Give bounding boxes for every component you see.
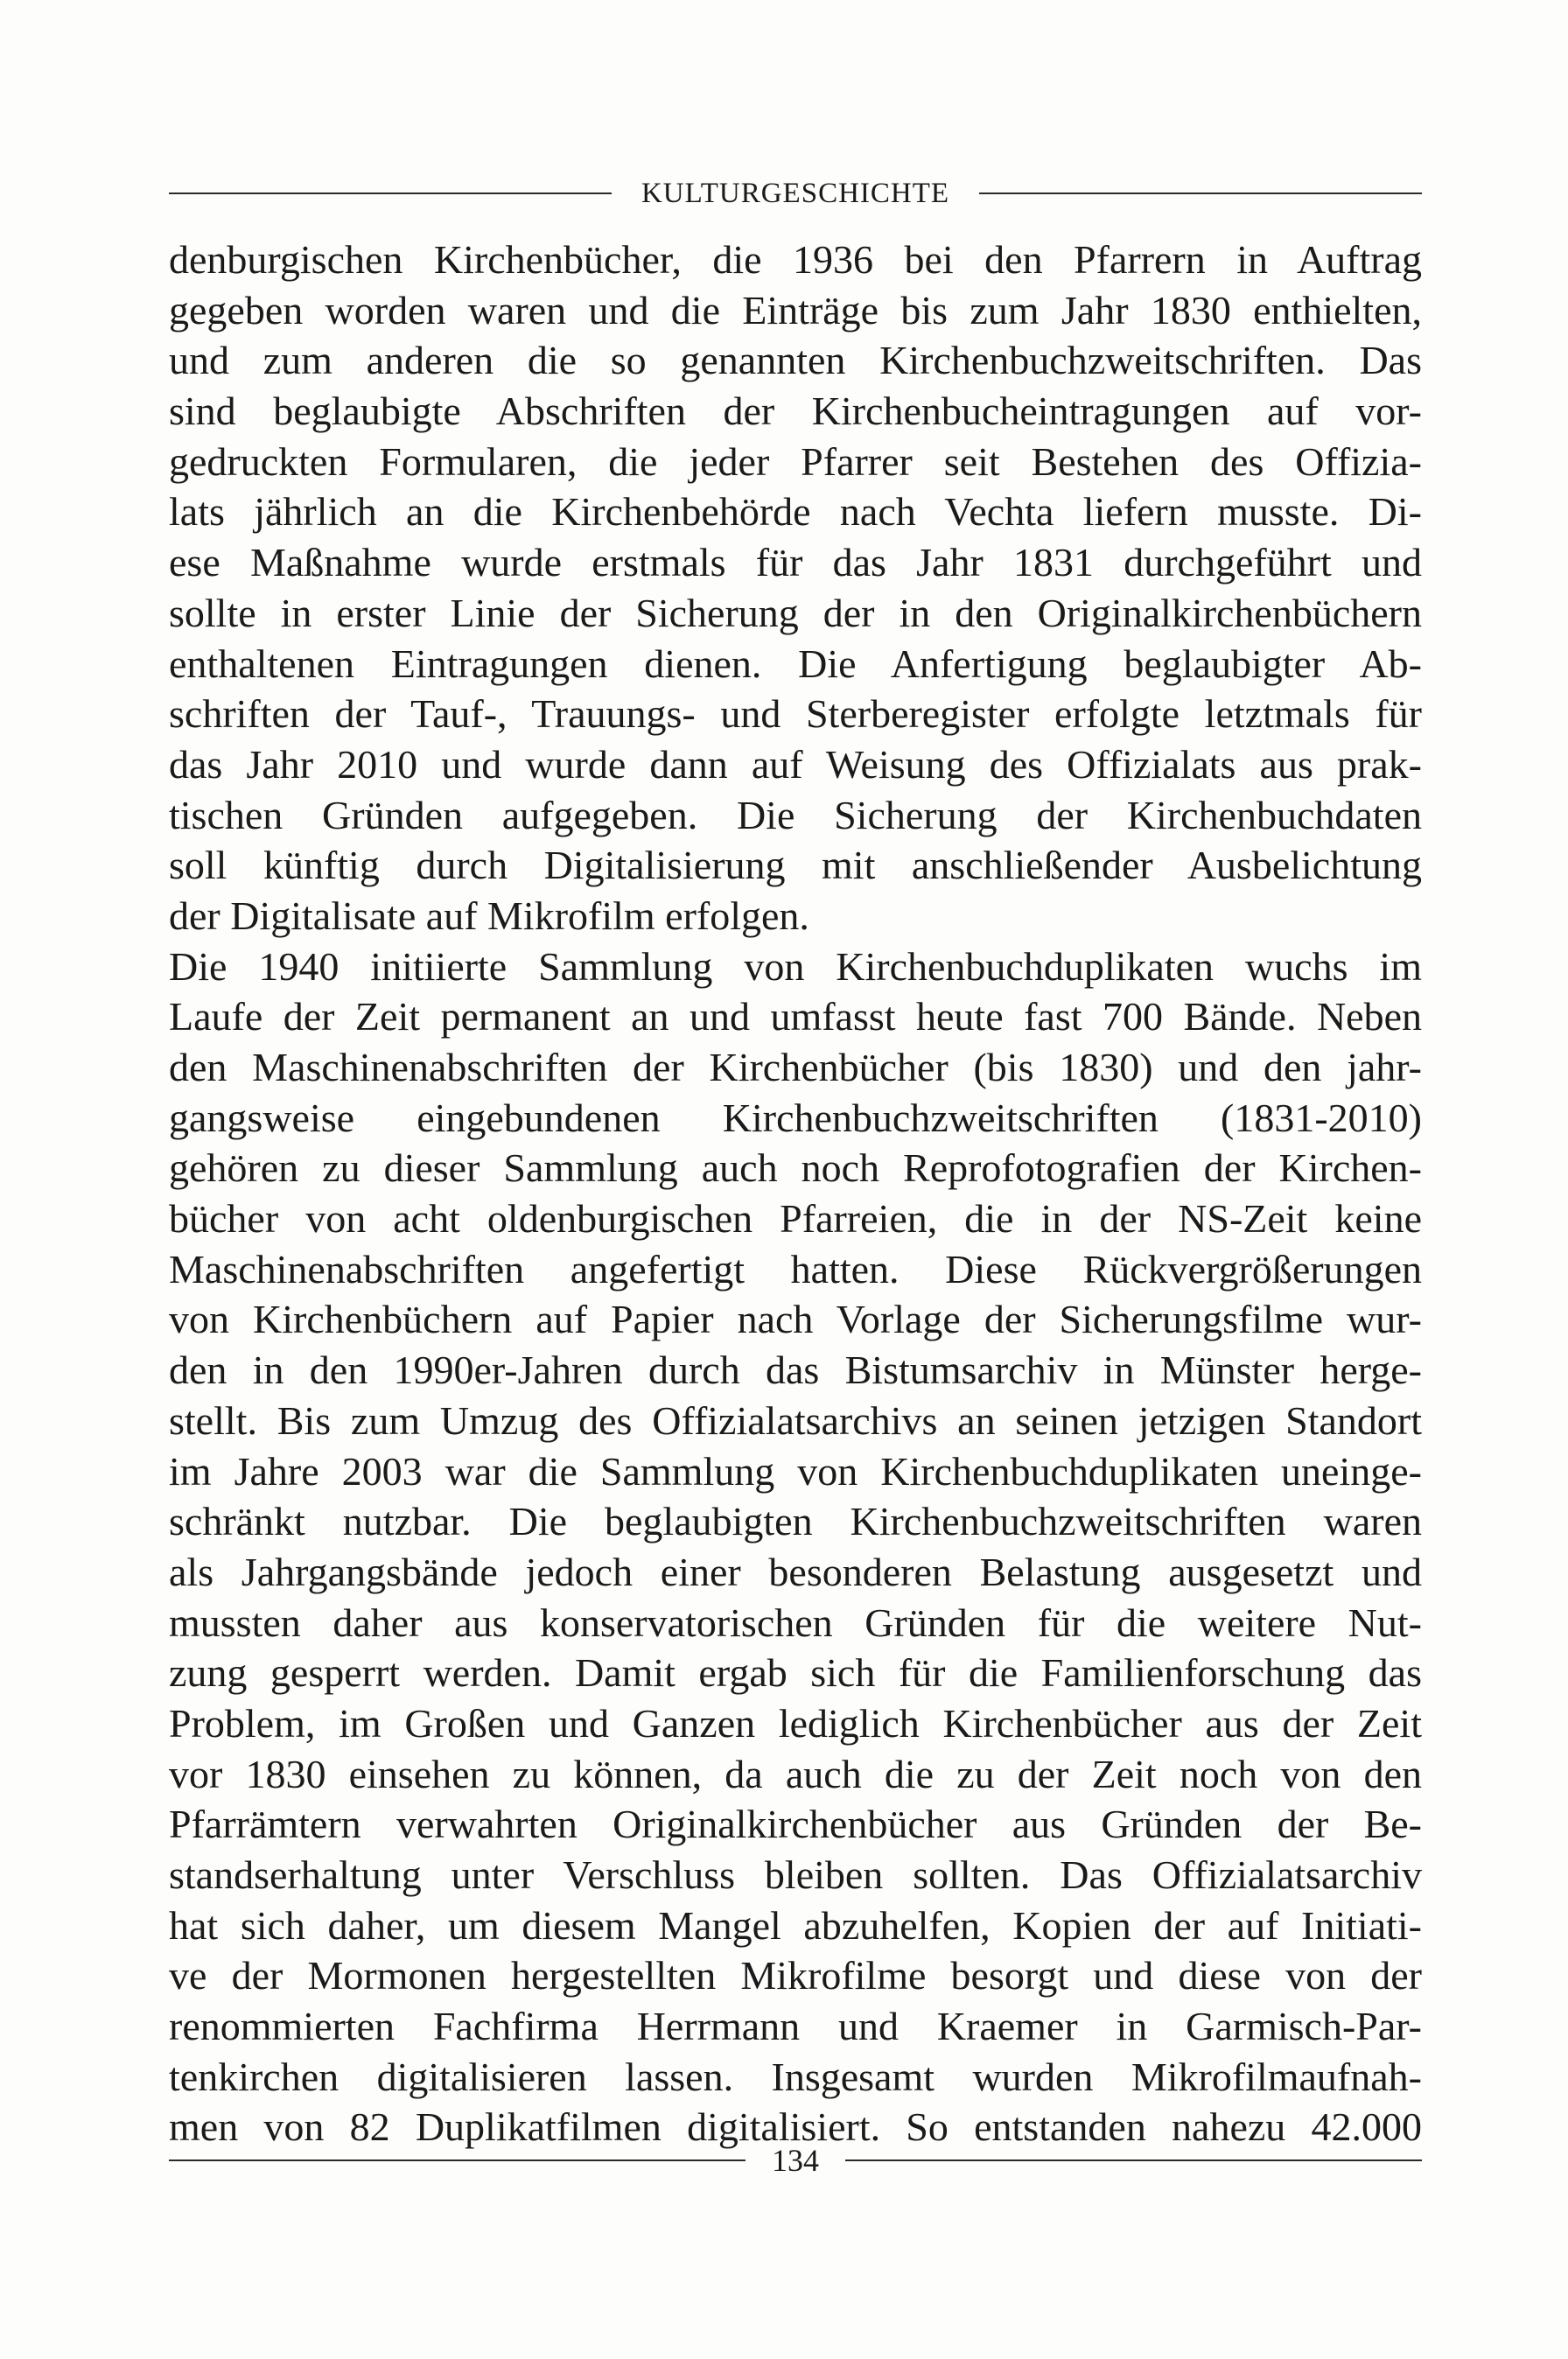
text-line: standserhaltung unter Verschluss bleiben sollten. Das Offizialatsarchiv (169, 1852, 1422, 1897)
text-line: sind beglaubigte Abschriften der Kirchenbucheintragungen auf vor- (169, 388, 1422, 434)
text-line: stellt. Bis zum Umzug des Offizialatsarchivs an seinen jetzigen Standort (169, 1397, 1422, 1443)
text-line: als Jahrgangsbände jedoch einer besonderen Belastung ausgesetzt und (169, 1549, 1422, 1594)
text-line: Pfarrämtern verwahrten Originalkirchenbücher aus Gründen der Be- (169, 1802, 1422, 1847)
text-line: men von 82 Duplikatfilmen digitalisiert. So entstanden nahezu 42.000 (169, 2104, 1422, 2150)
text-line: Problem, im Großen und Ganzen lediglich Kirchenbücher aus der Zeit (169, 1700, 1422, 1746)
text-line: der Digitalisate auf Mikrofilm erfolgen. (169, 892, 809, 938)
text-line: Maschinenabschriften angefertigt hatten. Diese Rückvergrößerungen (169, 1246, 1422, 1292)
text-line: renommierten Fachfirma Herrmann und Kraemer in Garmisch-Par- (169, 2004, 1422, 2049)
header-rule-left (169, 192, 612, 194)
text-line: enthaltenen Eintragungen dienen. Die Anfertigung beglaubigter Ab- (169, 640, 1422, 686)
text-line: ve der Mormonen hergestellten Mikrofilme besorgt und diese von der (169, 1953, 1422, 1998)
footer-rule-left (169, 2160, 746, 2161)
header-rule-right (979, 192, 1422, 194)
text-line: tenkirchen digitalisieren lassen. Insgesamt wurden Mikrofilmaufnah- (169, 2054, 1422, 2099)
text-line: soll künftig durch Digitalisierung mit anschließender Ausbelichtung (169, 843, 1422, 888)
text-line: denburgischen Kirchenbücher, die 1936 bei den Pfarrern in Auftrag (169, 237, 1422, 282)
text-line: zung gesperrt werden. Damit ergab sich für die Familienforschung das (169, 1650, 1422, 1696)
page-footer (169, 2138, 1422, 2182)
text-line: gedruckten Formularen, die jeder Pfarrer seit Bestehen des Offizia- (169, 438, 1422, 484)
text-line: den in den 1990er-Jahren durch das Bistumsarchiv in Münster herge- (169, 1348, 1422, 1393)
text-line: den Maschinenabschriften der Kirchenbücher (bis 1830) und den jahr- (169, 1045, 1422, 1089)
text-line: tischen Gründen aufgegeben. Die Sicherung der Kirchenbuchdaten (169, 792, 1422, 837)
page-number: 134 (772, 2143, 819, 2178)
text-line: sollte in erster Linie der Sicherung der in den Originalkirchenbüchern (169, 590, 1422, 635)
text-line: gangsweise eingebundenen Kirchenbuchzweitschriften (1831-2010) (169, 1095, 1422, 1140)
running-title: KULTURGESCHICHTE (640, 177, 950, 209)
body-text (169, 234, 1422, 2152)
text-line: Die 1940 initiierte Sammlung von Kirchenbuchduplikaten wuchs im (169, 943, 1422, 989)
text-line: vor 1830 einsehen zu können, da auch die zu der Zeit noch von den (169, 1751, 1422, 1796)
text-line: schränkt nutzbar. Die beglaubigten Kirchenbuchzweitschriften waren (169, 1499, 1422, 1544)
text-line: mussten daher aus konservatorischen Gründen für die weitere Nut- (169, 1600, 1422, 1645)
text-line: bücher von acht oldenburgischen Pfarreien, die in der NS-Zeit keine (169, 1196, 1422, 1242)
text-line: ese Maßnahme wurde erstmals für das Jahr 1831 durchgeführt und (169, 540, 1422, 585)
text-line: hat sich daher, um diesem Mangel abzuhelfen, Kopien der auf Initiati- (169, 1902, 1422, 1948)
text-line: gehören zu dieser Sammlung auch noch Reprofotografien der Kirchen- (169, 1145, 1422, 1191)
text-line: von Kirchenbüchern auf Papier nach Vorlage der Sicherungsfilme wur- (169, 1297, 1422, 1342)
footer-rule-right (845, 2160, 1422, 2161)
text-line: lats jährlich an die Kirchenbehörde nach Vechta liefern musste. Di- (169, 489, 1422, 535)
text-line: gegeben worden waren und die Einträge bis zum Jahr 1830 enthielten, (169, 287, 1422, 332)
text-line: Laufe der Zeit permanent an und umfasst heute fast 700 Bände. Neben (169, 994, 1422, 1040)
running-header (169, 172, 1422, 215)
text-line: schriften der Tauf-, Trauungs- und Sterberegister erfolgte letztmals für (169, 691, 1422, 737)
text-line: im Jahre 2003 war die Sammlung von Kirchenbuchduplikaten uneinge- (169, 1448, 1422, 1494)
text-line: das Jahr 2010 und wurde dann auf Weisung des Offizialats aus prak- (169, 741, 1422, 787)
text-line: und zum anderen die so genannten Kirchenbuchzweitschriften. Das (169, 338, 1422, 383)
